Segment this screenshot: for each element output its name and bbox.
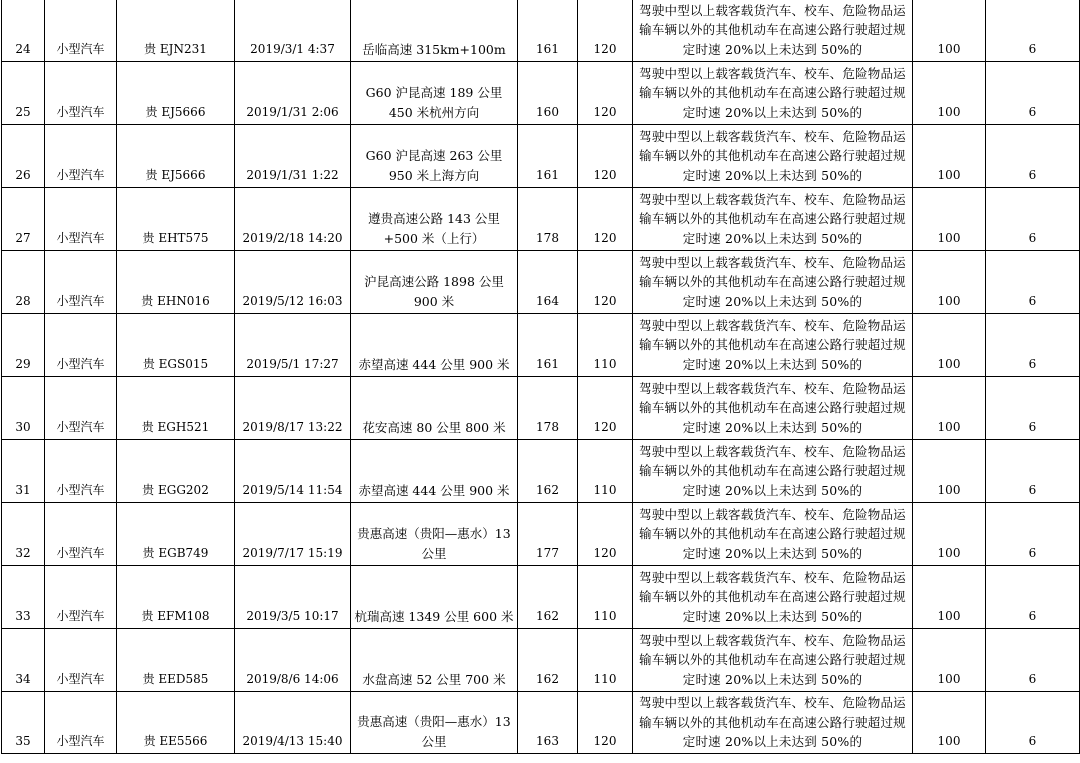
speed-limit-cell: 120 bbox=[578, 188, 633, 251]
table-row bbox=[2, 188, 1080, 251]
plate-number-cell: 贵 EGS015 bbox=[117, 314, 235, 377]
speed-limit-cell: 110 bbox=[578, 314, 633, 377]
violation-description-cell: 驾驶中型以上载客载货汽车、校车、危险物品运输车辆以外的其他机动车在高速公路行驶超过规定时速 20%以上未达到 50%的 bbox=[633, 629, 913, 692]
violation-location-cell: 杭瑞高速 1349 公里 600 米 bbox=[351, 566, 518, 629]
speed-limit-cell: 120 bbox=[578, 377, 633, 440]
speed-limit-cell: 120 bbox=[578, 62, 633, 125]
plate-number-cell: 贵 EED585 bbox=[117, 629, 235, 692]
violation-description-cell: 驾驶中型以上载客载货汽车、校车、危险物品运输车辆以外的其他机动车在高速公路行驶超过规定时速 20%以上未达到 50%的 bbox=[633, 62, 913, 125]
penalty-points-cell: 6 bbox=[986, 188, 1080, 251]
violation-location-cell: G60 沪昆高速 263 公里 950 米上海方向 bbox=[351, 125, 518, 188]
penalty-points-cell: 6 bbox=[986, 503, 1080, 566]
fine-amount-cell: 100 bbox=[913, 503, 986, 566]
violation-time-cell: 2019/5/14 11:54 bbox=[235, 440, 351, 503]
fine-amount-cell: 100 bbox=[913, 251, 986, 314]
violation-description-cell: 驾驶中型以上载客载货汽车、校车、危险物品运输车辆以外的其他机动车在高速公路行驶超过规定时速 20%以上未达到 50%的 bbox=[633, 0, 913, 62]
penalty-points-cell: 6 bbox=[986, 692, 1080, 754]
table-row bbox=[2, 251, 1080, 314]
plate-number-cell: 贵 EFM108 bbox=[117, 566, 235, 629]
measured-speed-cell: 178 bbox=[518, 188, 578, 251]
violation-description-cell: 驾驶中型以上载客载货汽车、校车、危险物品运输车辆以外的其他机动车在高速公路行驶超过规定时速 20%以上未达到 50%的 bbox=[633, 125, 913, 188]
fine-amount-cell: 100 bbox=[913, 629, 986, 692]
speed-limit-cell: 120 bbox=[578, 251, 633, 314]
measured-speed-cell: 162 bbox=[518, 440, 578, 503]
measured-speed-cell: 162 bbox=[518, 566, 578, 629]
vehicle-type-cell: 小型汽车 bbox=[45, 377, 117, 440]
plate-number-cell: 贵 EJ5666 bbox=[117, 62, 235, 125]
violation-location-cell: 赤望高速 444 公里 900 米 bbox=[351, 440, 518, 503]
table-row bbox=[2, 692, 1080, 754]
speed-limit-cell: 120 bbox=[578, 125, 633, 188]
measured-speed-cell: 164 bbox=[518, 251, 578, 314]
row-number-cell: 29 bbox=[2, 314, 45, 377]
penalty-points-cell: 6 bbox=[986, 566, 1080, 629]
table-row bbox=[2, 629, 1080, 692]
row-number-cell: 30 bbox=[2, 377, 45, 440]
fine-amount-cell: 100 bbox=[913, 125, 986, 188]
plate-number-cell: 贵 EGH521 bbox=[117, 377, 235, 440]
violation-description-cell: 驾驶中型以上载客载货汽车、校车、危险物品运输车辆以外的其他机动车在高速公路行驶超过规定时速 20%以上未达到 50%的 bbox=[633, 503, 913, 566]
measured-speed-cell: 160 bbox=[518, 62, 578, 125]
speed-limit-cell: 120 bbox=[578, 692, 633, 754]
table-row bbox=[2, 566, 1080, 629]
speed-limit-cell: 110 bbox=[578, 440, 633, 503]
row-number-cell: 24 bbox=[2, 0, 45, 62]
violation-time-cell: 2019/4/13 15:40 bbox=[235, 692, 351, 754]
violation-time-cell: 2019/2/18 14:20 bbox=[235, 188, 351, 251]
plate-number-cell: 贵 EHN016 bbox=[117, 251, 235, 314]
violation-description-cell: 驾驶中型以上载客载货汽车、校车、危险物品运输车辆以外的其他机动车在高速公路行驶超过规定时速 20%以上未达到 50%的 bbox=[633, 566, 913, 629]
fine-amount-cell: 100 bbox=[913, 377, 986, 440]
penalty-points-cell: 6 bbox=[986, 377, 1080, 440]
plate-number-cell: 贵 EE5566 bbox=[117, 692, 235, 754]
measured-speed-cell: 178 bbox=[518, 377, 578, 440]
penalty-points-cell: 6 bbox=[986, 440, 1080, 503]
table-row bbox=[2, 377, 1080, 440]
violation-location-cell: 水盘高速 52 公里 700 米 bbox=[351, 629, 518, 692]
violation-time-cell: 2019/7/17 15:19 bbox=[235, 503, 351, 566]
violation-location-cell: 岳临高速 315km+100m bbox=[351, 0, 518, 62]
measured-speed-cell: 161 bbox=[518, 314, 578, 377]
violation-time-cell: 2019/3/1 4:37 bbox=[235, 0, 351, 62]
fine-amount-cell: 100 bbox=[913, 440, 986, 503]
violation-description-cell: 驾驶中型以上载客载货汽车、校车、危险物品运输车辆以外的其他机动车在高速公路行驶超过规定时速 20%以上未达到 50%的 bbox=[633, 692, 913, 754]
violation-description-cell: 驾驶中型以上载客载货汽车、校车、危险物品运输车辆以外的其他机动车在高速公路行驶超过规定时速 20%以上未达到 50%的 bbox=[633, 188, 913, 251]
violation-description-cell: 驾驶中型以上载客载货汽车、校车、危险物品运输车辆以外的其他机动车在高速公路行驶超过规定时速 20%以上未达到 50%的 bbox=[633, 440, 913, 503]
fine-amount-cell: 100 bbox=[913, 62, 986, 125]
vehicle-type-cell: 小型汽车 bbox=[45, 62, 117, 125]
vehicle-type-cell: 小型汽车 bbox=[45, 0, 117, 62]
measured-speed-cell: 161 bbox=[518, 0, 578, 62]
table-row bbox=[2, 62, 1080, 125]
fine-amount-cell: 100 bbox=[913, 314, 986, 377]
violation-description-cell: 驾驶中型以上载客载货汽车、校车、危险物品运输车辆以外的其他机动车在高速公路行驶超过规定时速 20%以上未达到 50%的 bbox=[633, 314, 913, 377]
measured-speed-cell: 162 bbox=[518, 629, 578, 692]
vehicle-type-cell: 小型汽车 bbox=[45, 125, 117, 188]
violation-location-cell: 花安高速 80 公里 800 米 bbox=[351, 377, 518, 440]
penalty-points-cell: 6 bbox=[986, 629, 1080, 692]
speed-limit-cell: 120 bbox=[578, 503, 633, 566]
violation-table bbox=[1, 0, 1080, 754]
table-row bbox=[2, 314, 1080, 377]
fine-amount-cell: 100 bbox=[913, 692, 986, 754]
plate-number-cell: 贵 EJN231 bbox=[117, 0, 235, 62]
vehicle-type-cell: 小型汽车 bbox=[45, 251, 117, 314]
penalty-points-cell: 6 bbox=[986, 62, 1080, 125]
fine-amount-cell: 100 bbox=[913, 566, 986, 629]
plate-number-cell: 贵 EGB749 bbox=[117, 503, 235, 566]
vehicle-type-cell: 小型汽车 bbox=[45, 629, 117, 692]
violation-location-cell: 沪昆高速公路 1898 公里 900 米 bbox=[351, 251, 518, 314]
violation-time-cell: 2019/8/6 14:06 bbox=[235, 629, 351, 692]
speed-limit-cell: 110 bbox=[578, 629, 633, 692]
table-row bbox=[2, 125, 1080, 188]
plate-number-cell: 贵 EHT575 bbox=[117, 188, 235, 251]
vehicle-type-cell: 小型汽车 bbox=[45, 692, 117, 754]
row-number-cell: 33 bbox=[2, 566, 45, 629]
violation-time-cell: 2019/5/1 17:27 bbox=[235, 314, 351, 377]
row-number-cell: 26 bbox=[2, 125, 45, 188]
violation-location-cell: 贵惠高速（贵阳—惠水）13 公里 bbox=[351, 503, 518, 566]
table-row bbox=[2, 0, 1080, 62]
violation-location-cell: G60 沪昆高速 189 公里 450 米杭州方向 bbox=[351, 62, 518, 125]
penalty-points-cell: 6 bbox=[986, 125, 1080, 188]
vehicle-type-cell: 小型汽车 bbox=[45, 188, 117, 251]
violation-time-cell: 2019/1/31 2:06 bbox=[235, 62, 351, 125]
row-number-cell: 34 bbox=[2, 629, 45, 692]
fine-amount-cell: 100 bbox=[913, 0, 986, 62]
fine-amount-cell: 100 bbox=[913, 188, 986, 251]
plate-number-cell: 贵 EJ5666 bbox=[117, 125, 235, 188]
vehicle-type-cell: 小型汽车 bbox=[45, 440, 117, 503]
violation-location-cell: 遵贵高速公路 143 公里+500 米（上行） bbox=[351, 188, 518, 251]
violation-location-cell: 赤望高速 444 公里 900 米 bbox=[351, 314, 518, 377]
vehicle-type-cell: 小型汽车 bbox=[45, 314, 117, 377]
row-number-cell: 28 bbox=[2, 251, 45, 314]
violation-description-cell: 驾驶中型以上载客载货汽车、校车、危险物品运输车辆以外的其他机动车在高速公路行驶超过规定时速 20%以上未达到 50%的 bbox=[633, 377, 913, 440]
violation-description-cell: 驾驶中型以上载客载货汽车、校车、危险物品运输车辆以外的其他机动车在高速公路行驶超过规定时速 20%以上未达到 50%的 bbox=[633, 251, 913, 314]
table-row bbox=[2, 503, 1080, 566]
vehicle-type-cell: 小型汽车 bbox=[45, 503, 117, 566]
table-row bbox=[2, 440, 1080, 503]
row-number-cell: 25 bbox=[2, 62, 45, 125]
violation-time-cell: 2019/3/5 10:17 bbox=[235, 566, 351, 629]
violation-time-cell: 2019/5/12 16:03 bbox=[235, 251, 351, 314]
violation-time-cell: 2019/8/17 13:22 bbox=[235, 377, 351, 440]
penalty-points-cell: 6 bbox=[986, 251, 1080, 314]
row-number-cell: 27 bbox=[2, 188, 45, 251]
row-number-cell: 35 bbox=[2, 692, 45, 754]
violation-time-cell: 2019/1/31 1:22 bbox=[235, 125, 351, 188]
penalty-points-cell: 6 bbox=[986, 0, 1080, 62]
speed-limit-cell: 110 bbox=[578, 566, 633, 629]
measured-speed-cell: 161 bbox=[518, 125, 578, 188]
speed-limit-cell: 120 bbox=[578, 0, 633, 62]
plate-number-cell: 贵 EGG202 bbox=[117, 440, 235, 503]
row-number-cell: 31 bbox=[2, 440, 45, 503]
row-number-cell: 32 bbox=[2, 503, 45, 566]
penalty-points-cell: 6 bbox=[986, 314, 1080, 377]
measured-speed-cell: 177 bbox=[518, 503, 578, 566]
measured-speed-cell: 163 bbox=[518, 692, 578, 754]
violation-location-cell: 贵惠高速（贵阳—惠水）13 公里 bbox=[351, 692, 518, 754]
vehicle-type-cell: 小型汽车 bbox=[45, 566, 117, 629]
